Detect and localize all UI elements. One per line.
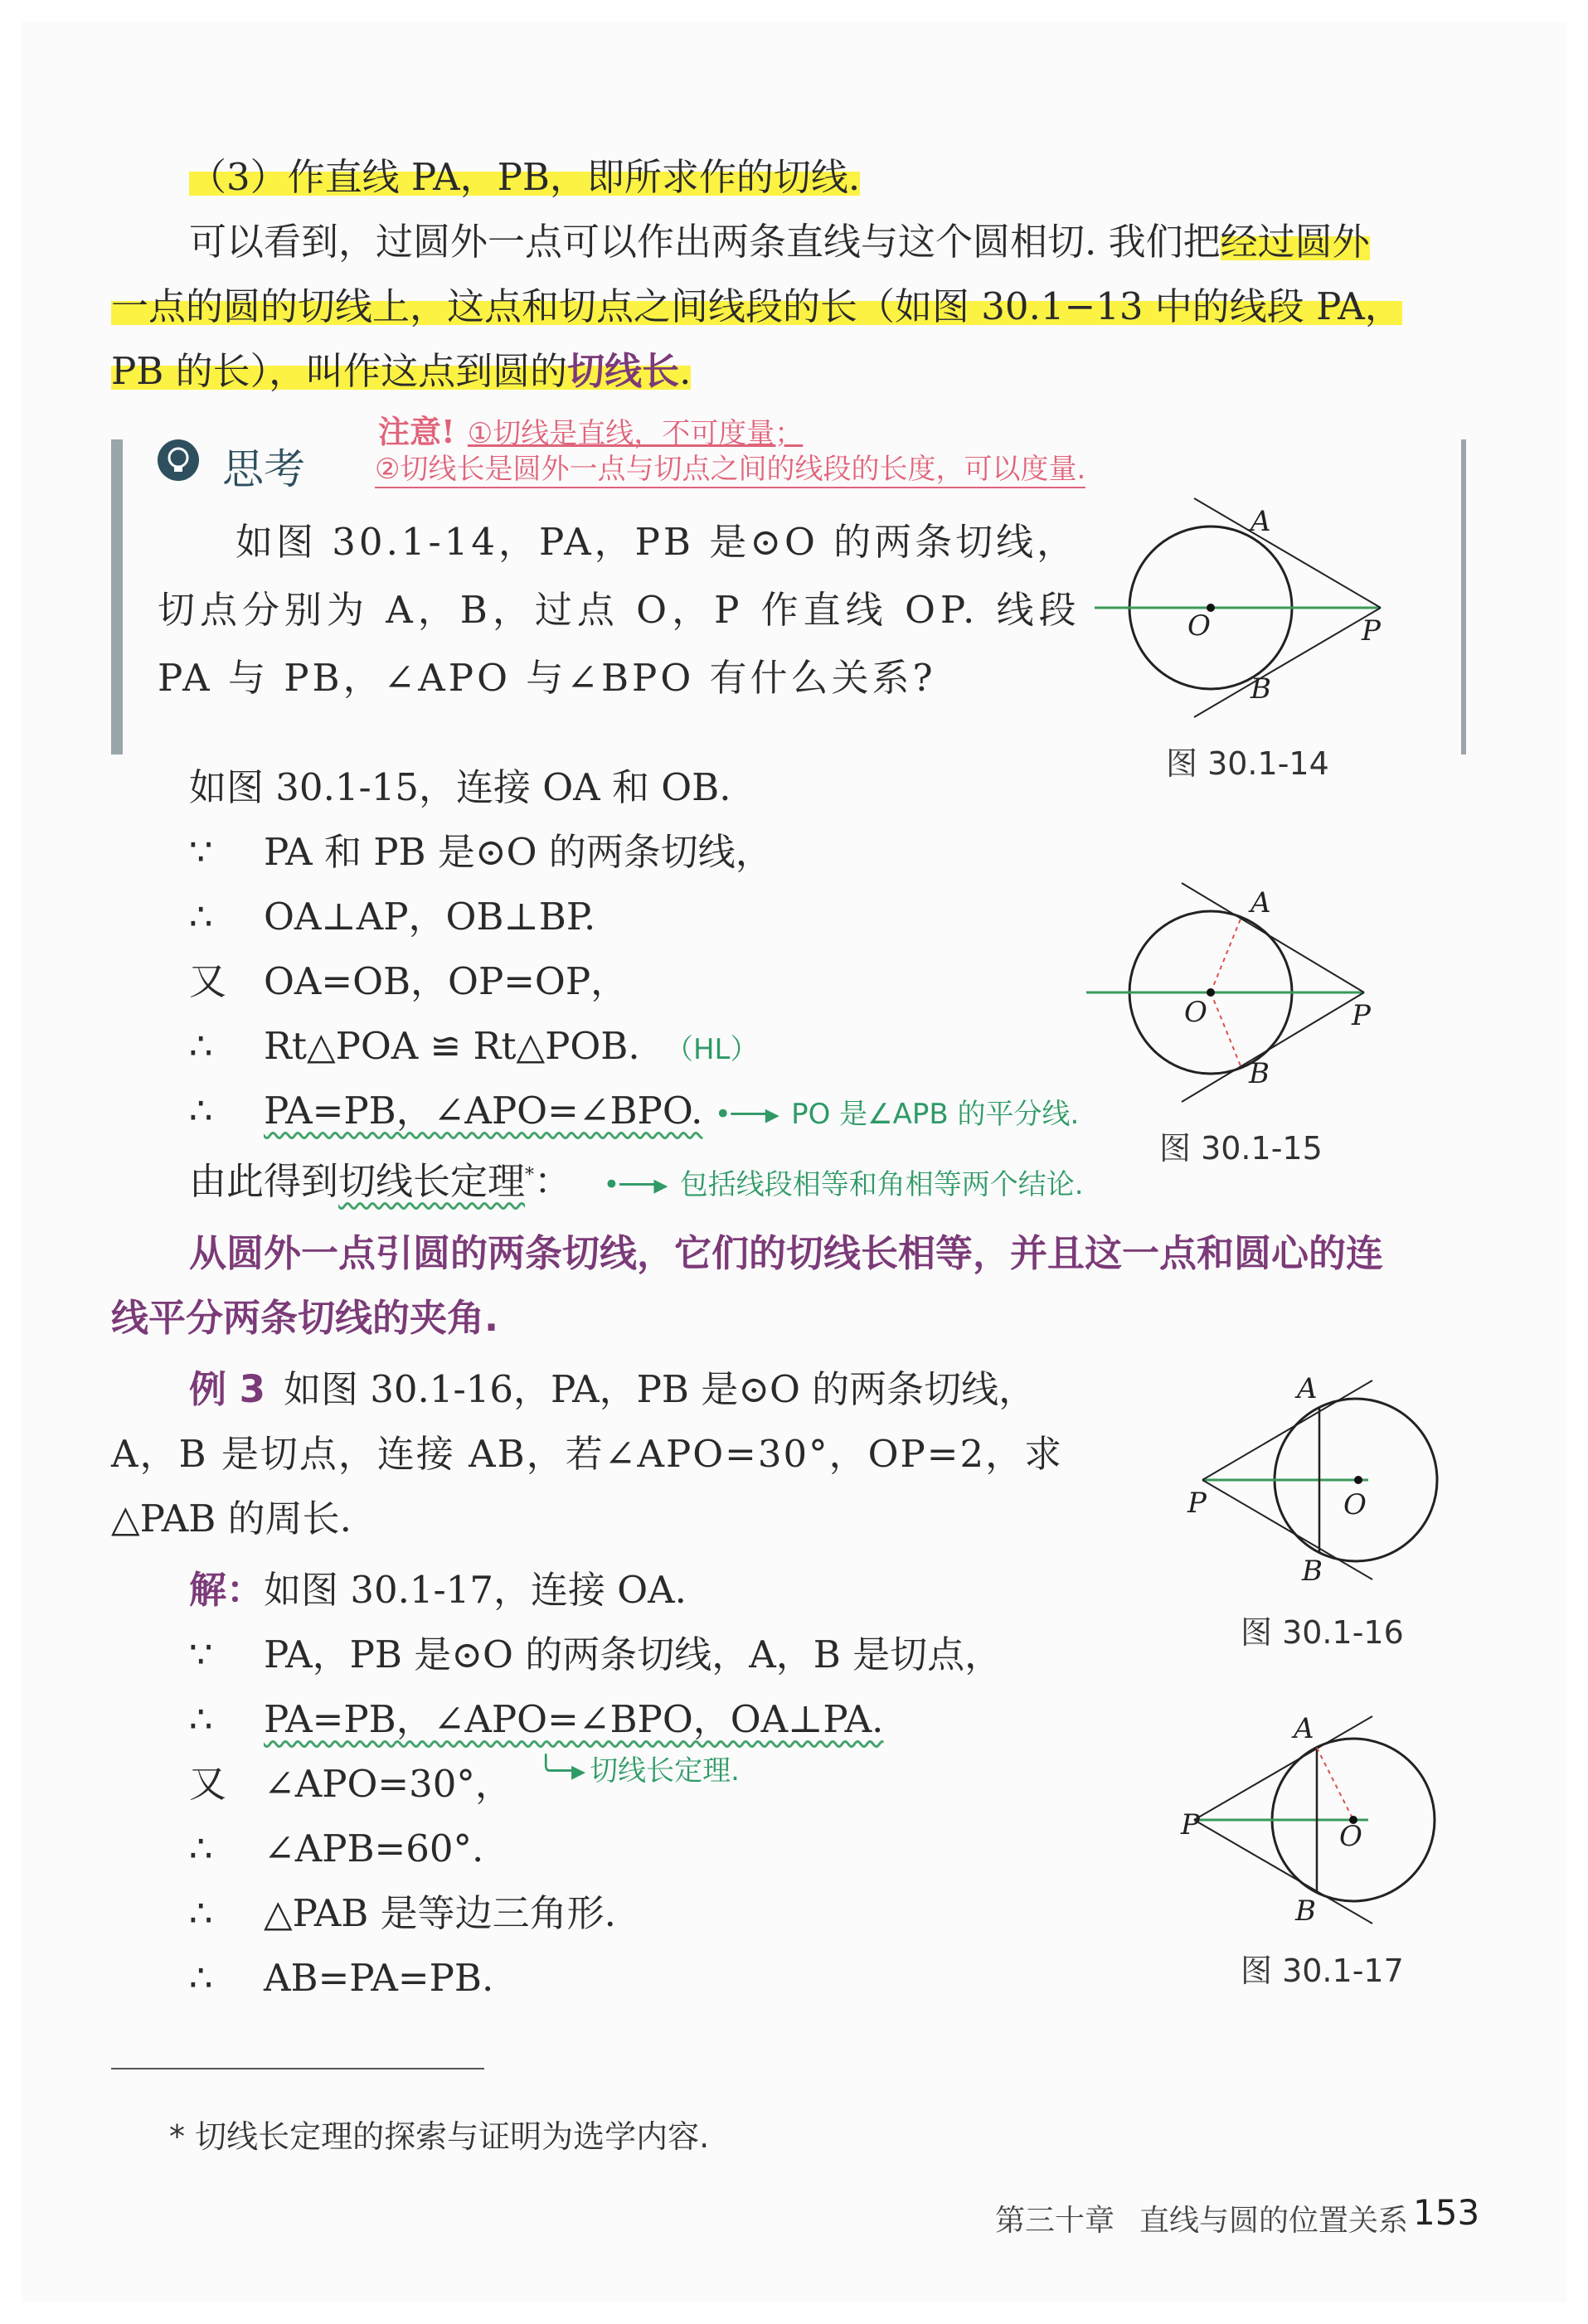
example-line2: A，B 是切点，连接 AB，若∠APO=30°，OP=2，求	[111, 1432, 1064, 1476]
solution-row-1	[189, 1630, 1002, 1680]
think-line1: 如图 30.1-14，PA，PB 是⊙O 的两条切线，	[236, 520, 1078, 564]
theorem-statement-1: 从圆外一点引圆的两条切线，它们的切线长相等，并且这一点和圆心的连	[189, 1231, 1384, 1275]
fig15-label-A: A	[1250, 886, 1271, 919]
para1-line3	[111, 347, 691, 396]
step3-line	[189, 153, 860, 202]
proof1-row-4	[189, 1021, 759, 1075]
example-line3: △PAB 的周长.	[111, 1497, 352, 1540]
fig14-label-O: O	[1187, 609, 1211, 643]
fig16-caption: 图 30.1-16	[1241, 1614, 1404, 1651]
fig14-label-A: A	[1250, 505, 1271, 538]
proof1-row-5	[189, 1086, 1079, 1139]
solution-intro: 如图 30.1-17，连接 OA.	[264, 1568, 687, 1612]
solution-row-3	[189, 1759, 512, 1809]
solution-row-2	[189, 1695, 883, 1744]
para1-highlight-2: 一点的圆的切线上，这点和切点之间线段的长（如图 30.1−13 中的线段 PA，	[111, 284, 1402, 328]
para1-highlight-3: PB 的长），叫作这点到圆的	[111, 349, 568, 393]
fig16-label-O: O	[1343, 1488, 1367, 1521]
para1-line2	[111, 282, 1402, 332]
footnote-rule	[111, 2068, 484, 2069]
para1-period: .	[679, 349, 692, 393]
proof1-sym-4: ∴	[189, 1024, 213, 1068]
proof1-bisector-note: PO 是∠APB 的平分线.	[791, 1098, 1080, 1131]
solution-text-3: ∠APO=30°，	[264, 1762, 512, 1806]
theorem-note: 包括线段相等和角相等两个结论.	[679, 1168, 1084, 1201]
fig16-label-B: B	[1302, 1555, 1323, 1588]
proof1-sym-5: ∴	[189, 1089, 213, 1133]
fig15-label-B: B	[1249, 1057, 1270, 1090]
solution-row-5	[189, 1889, 616, 1938]
figure-30-1-17	[1169, 1708, 1468, 1932]
fig16-label-A: A	[1297, 1372, 1318, 1405]
para1-highlight: 经过圆外	[1220, 220, 1370, 264]
solution-text-5: △PAB 是等边三角形.	[264, 1891, 616, 1935]
theorem-lead-a: 由此得到	[189, 1159, 339, 1203]
solution-theorem-note: 切线长定理.	[590, 1754, 740, 1788]
solution-sym-1: ∵	[189, 1633, 213, 1676]
footer-title: 直线与圆的位置关系	[1139, 2204, 1409, 2238]
fig17-caption: 图 30.1-17	[1241, 1953, 1404, 1989]
page-number: 153	[1413, 2192, 1480, 2233]
figure-30-1-15	[1078, 879, 1410, 1103]
proof1-intro: 如图 30.1-15，连接 OA 和 OB.	[189, 765, 731, 809]
theorem-colon: ：	[534, 1159, 572, 1203]
fig15-label-P: P	[1352, 999, 1371, 1032]
proof1-row-1	[189, 827, 773, 877]
fig15-label-O: O	[1184, 996, 1207, 1029]
solution-intro-line	[189, 1565, 687, 1615]
fig17-label-B: B	[1295, 1895, 1316, 1928]
example-label: 例 3	[189, 1367, 265, 1411]
proof1-sym-1: ∵	[189, 830, 213, 874]
proof1-text-3: OA=OB，OP=OP，	[264, 959, 629, 1003]
solution-text-4: ∠APB=60°.	[264, 1827, 484, 1870]
solution-note-block	[537, 1748, 740, 1788]
proof1-hl-note: （HL）	[664, 1033, 759, 1066]
fig17-label-A: A	[1294, 1712, 1314, 1745]
arrow-right-icon: •──▸	[714, 1098, 779, 1131]
theorem-lead	[189, 1151, 1084, 1210]
solution-row-4	[189, 1824, 483, 1874]
note-item-2: ②切线长是圆外一点与切点之间的线段的长度，可以度量.	[375, 446, 1085, 488]
theorem-star: *	[525, 1165, 535, 1186]
solution-sym-3: 又	[189, 1762, 227, 1806]
solution-sym-2: ∴	[189, 1697, 213, 1741]
arrow-right-icon-2: •──▸	[603, 1168, 668, 1201]
figure-30-1-16	[1169, 1368, 1468, 1592]
example-text-1: 如图 30.1-16，PA，PB 是⊙O 的两条切线，	[283, 1367, 1037, 1411]
solution-text-6: AB=PA=PB.	[264, 1956, 494, 2000]
note-item-1: ①切线是直线，不可度量；	[467, 417, 804, 450]
fig14-label-P: P	[1362, 614, 1381, 648]
theorem-statement-2: 线平分两条切线的夹角.	[111, 1296, 499, 1340]
fig14-caption: 图 30.1-14	[1166, 745, 1329, 782]
fig17-label-P: P	[1181, 1808, 1200, 1841]
figure-30-1-14	[1078, 494, 1410, 718]
note-label: 注意	[378, 414, 442, 450]
fig16-label-P: P	[1187, 1487, 1207, 1520]
solution-sym-6: ∴	[189, 1956, 213, 2000]
note-exclaim-icon: !	[441, 413, 455, 450]
fig17-label-O: O	[1339, 1820, 1362, 1853]
proof1-row-3	[189, 957, 628, 1007]
footnote: * 切线长定理的探索与证明为选学内容.	[169, 2118, 710, 2155]
proof1-text-1: PA 和 PB 是⊙O 的两条切线，	[264, 830, 773, 874]
solution-row-6	[189, 1953, 493, 2003]
proof1-text-5: PA=PB，∠APO=∠BPO.	[264, 1089, 703, 1133]
proof1-sym-3: 又	[189, 959, 227, 1003]
proof1-row-2	[189, 892, 595, 942]
think-box-right-bar	[1461, 439, 1466, 754]
proof1-text-4: Rt△POA ≌ Rt△POB.	[264, 1024, 640, 1068]
think-line3: PA 与 PB，∠APO 与∠BPO 有什么关系?	[158, 656, 936, 700]
think-title: 思考	[222, 445, 305, 493]
term-tangent-length: 切线长	[567, 349, 680, 393]
fig14-label-B: B	[1250, 672, 1271, 706]
para1-text: 可以看到，过圆外一点可以作出两条直线与这个圆相切. 我们把	[189, 220, 1221, 264]
para1-line1	[189, 217, 1370, 267]
solution-text-2: PA=PB，∠APO=∠BPO，OA⊥PA.	[264, 1697, 884, 1741]
solution-sym-5: ∴	[189, 1891, 213, 1935]
example-line1	[189, 1365, 1036, 1414]
theorem-name: 切线长定理	[338, 1159, 526, 1203]
proof1-text-2: OA⊥AP，OB⊥BP.	[264, 895, 596, 939]
think-line2: 切点分别为 A，B，过点 O，P 作直线 OP. 线段	[158, 588, 1081, 632]
curved-arrow-icon: ╰─▸	[537, 1754, 586, 1788]
footer-chapter: 第三十章	[995, 2204, 1115, 2238]
solution-sym-4: ∴	[189, 1827, 213, 1870]
fig15-caption: 图 30.1-15	[1159, 1130, 1323, 1167]
bulb-icon	[158, 439, 199, 481]
step3-text: （3）作直线 PA，PB，即所求作的切线.	[189, 155, 861, 199]
solution-text-1: PA，PB 是⊙O 的两条切线，A，B 是切点，	[264, 1633, 1003, 1676]
solution-label: 解：	[189, 1568, 265, 1612]
proof1-sym-2: ∴	[189, 895, 213, 939]
